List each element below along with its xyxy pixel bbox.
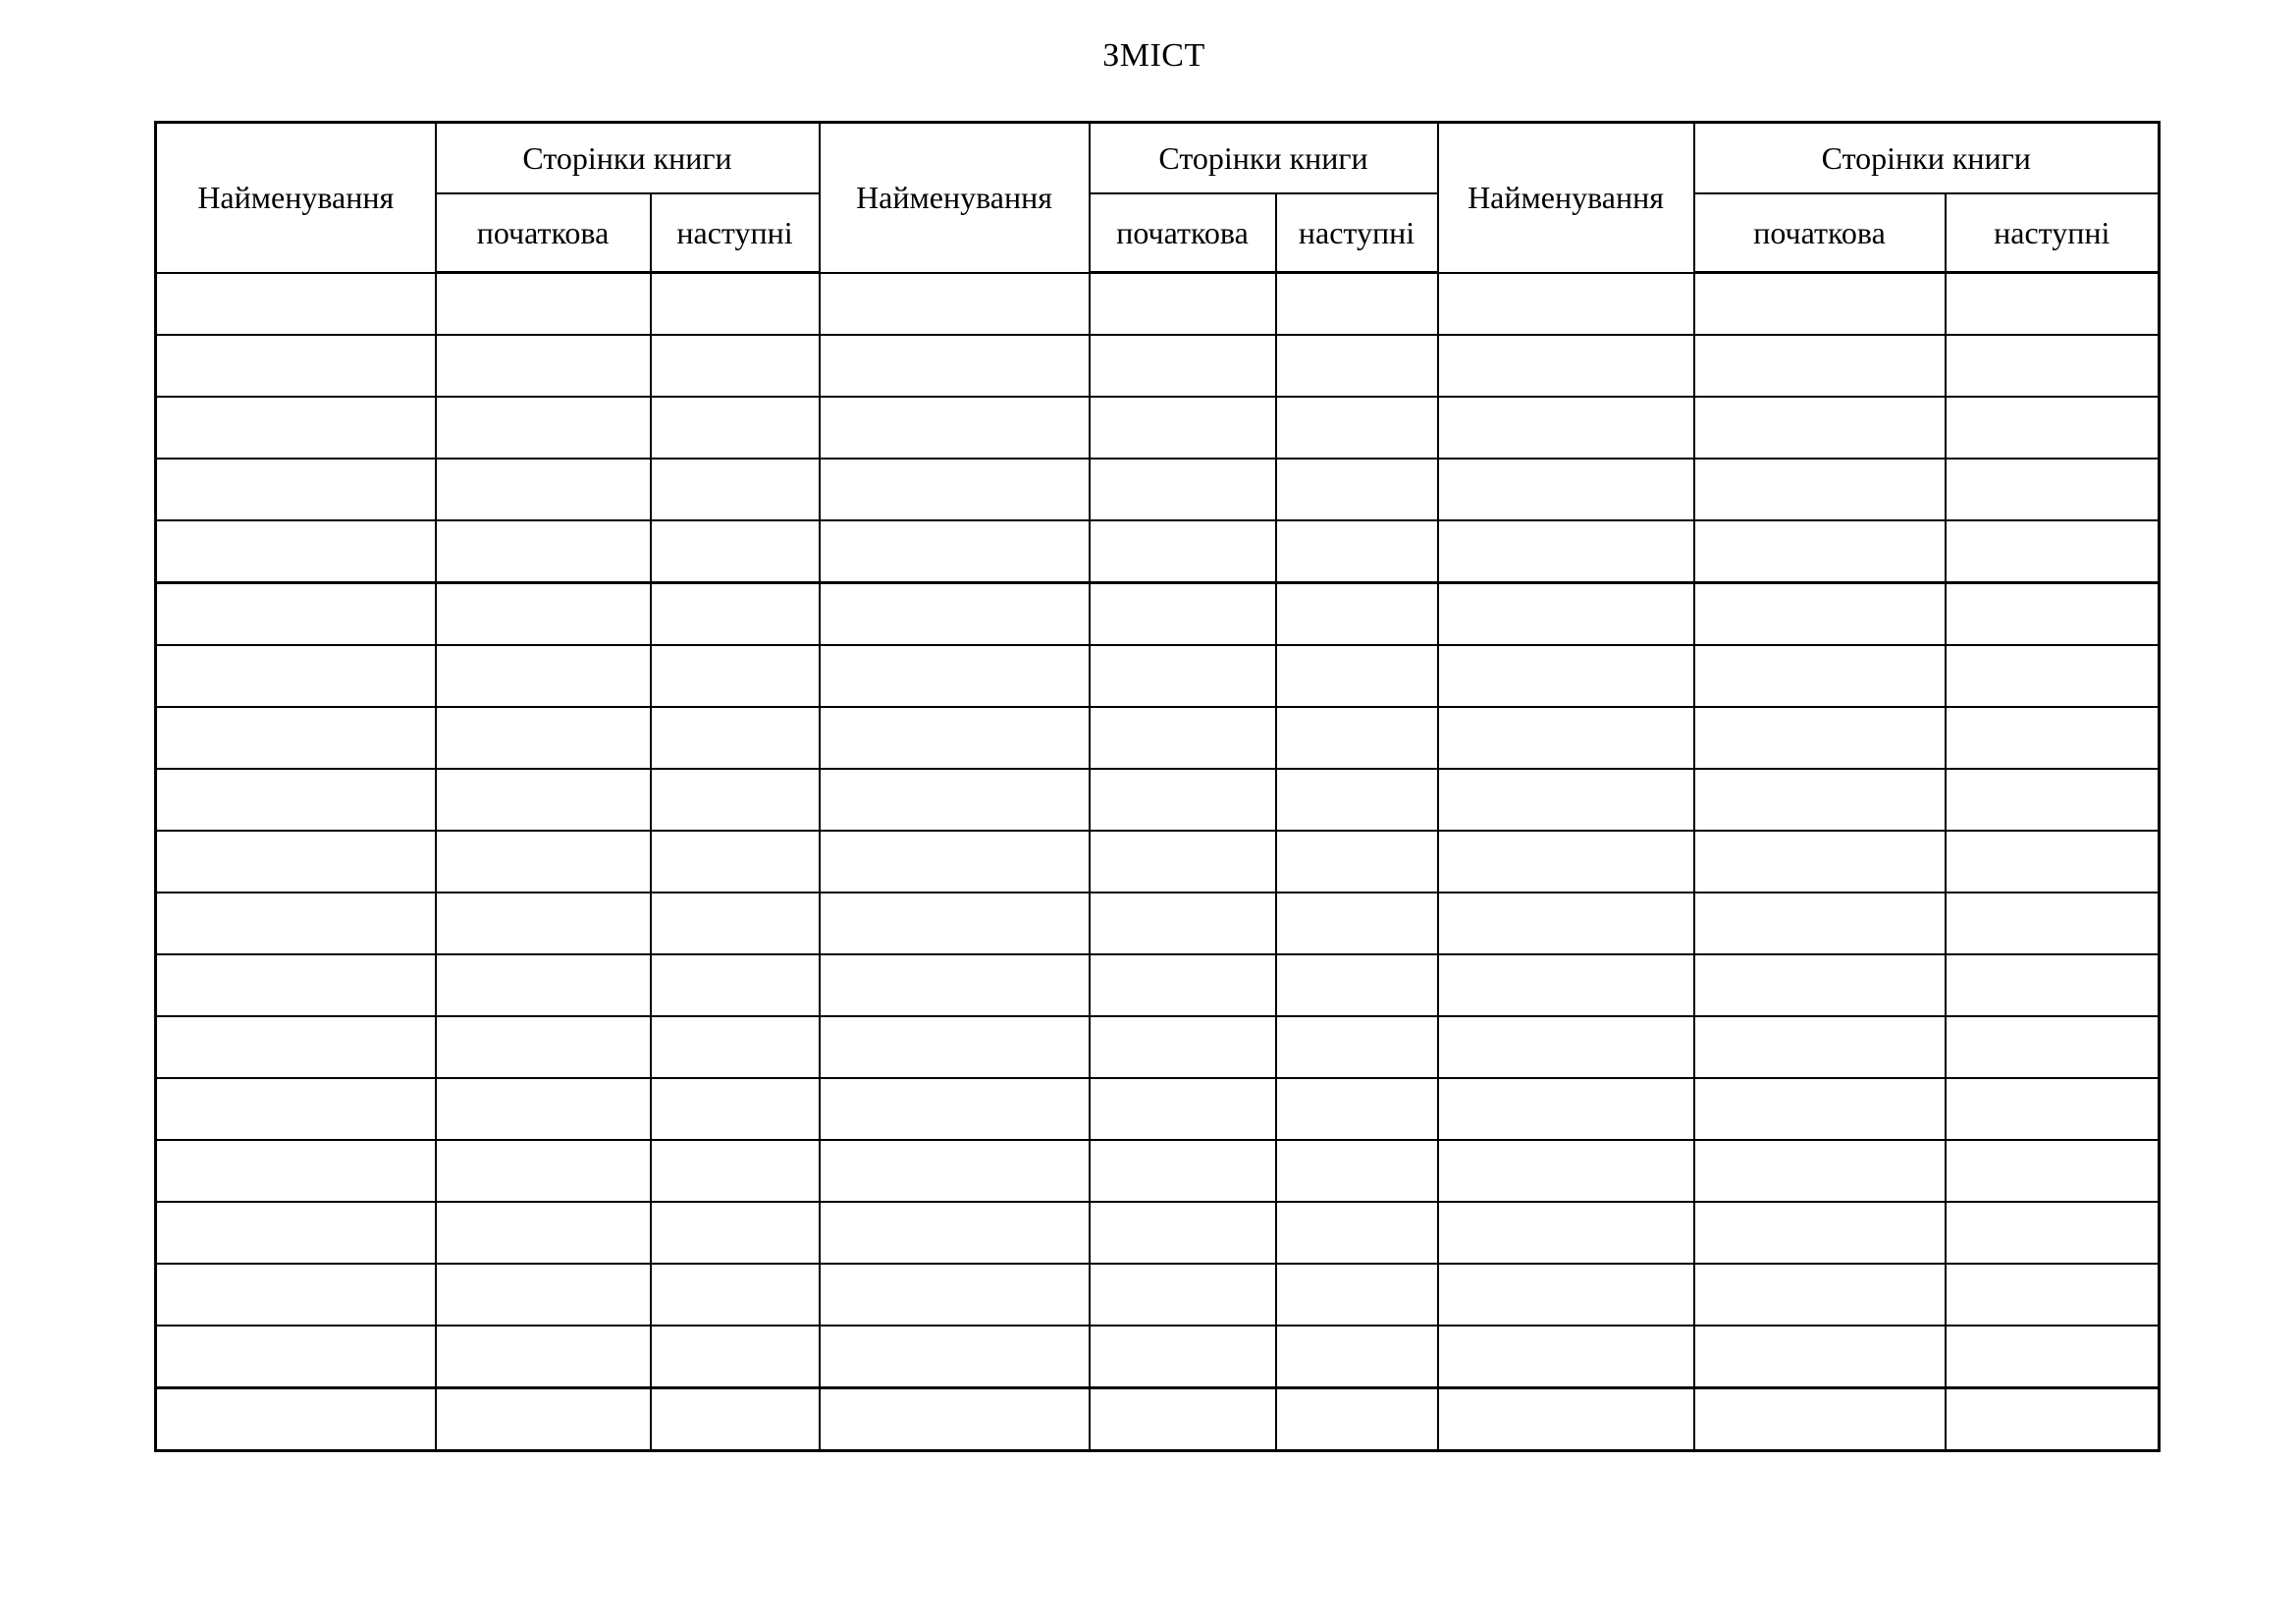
initial-page-cell-1[interactable]	[436, 1078, 651, 1140]
initial-page-header-1: початкова	[436, 193, 651, 273]
header-row-bottom	[156, 193, 2160, 273]
next-pages-cell-3[interactable]	[1946, 1264, 2160, 1326]
initial-page-cell-2[interactable]	[1090, 893, 1276, 954]
name-cell-3[interactable]	[1438, 1016, 1694, 1078]
name-cell-1[interactable]	[156, 831, 436, 893]
name-cell-1[interactable]	[156, 1016, 436, 1078]
next-pages-cell-1[interactable]	[651, 1078, 820, 1140]
name-cell-3[interactable]	[1438, 1326, 1694, 1388]
table-row	[156, 707, 2160, 769]
table-row	[156, 1016, 2160, 1078]
name-cell-3[interactable]	[1438, 893, 1694, 954]
next-pages-cell-1[interactable]	[651, 1264, 820, 1326]
name-cell-2[interactable]	[820, 954, 1090, 1016]
initial-page-cell-2[interactable]	[1090, 954, 1276, 1016]
initial-page-header-2: початкова	[1090, 193, 1276, 273]
next-pages-cell-3[interactable]	[1946, 954, 2160, 1016]
page-title: ЗМІСТ	[1102, 37, 1205, 74]
name-cell-1[interactable]	[156, 707, 436, 769]
name-cell-2[interactable]	[820, 335, 1090, 397]
name-cell-1[interactable]	[156, 273, 436, 336]
name-cell-1[interactable]	[156, 1264, 436, 1326]
initial-page-cell-1[interactable]	[436, 893, 651, 954]
initial-page-cell-3[interactable]	[1694, 645, 1946, 707]
next-pages-cell-2[interactable]	[1276, 769, 1438, 831]
next-pages-cell-2[interactable]	[1276, 273, 1438, 336]
pages-header-3: Сторінки книги	[1694, 123, 2160, 194]
next-pages-cell-1[interactable]	[651, 335, 820, 397]
initial-page-cell-3[interactable]	[1694, 1140, 1946, 1202]
table-row	[156, 583, 2160, 646]
table-row	[156, 335, 2160, 397]
next-pages-cell-1[interactable]	[651, 273, 820, 336]
name-cell-2[interactable]	[820, 893, 1090, 954]
initial-page-cell-2[interactable]	[1090, 1140, 1276, 1202]
name-cell-3[interactable]	[1438, 459, 1694, 520]
next-pages-cell-2[interactable]	[1276, 1202, 1438, 1264]
next-pages-cell-2[interactable]	[1276, 1078, 1438, 1140]
next-pages-cell-3[interactable]	[1946, 1202, 2160, 1264]
next-pages-cell-3[interactable]	[1946, 583, 2160, 646]
initial-page-cell-2[interactable]	[1090, 1078, 1276, 1140]
name-cell-1[interactable]	[156, 1202, 436, 1264]
name-cell-2[interactable]	[820, 583, 1090, 646]
next-pages-cell-2[interactable]	[1276, 954, 1438, 1016]
initial-page-cell-2[interactable]	[1090, 1016, 1276, 1078]
name-cell-2[interactable]	[820, 273, 1090, 336]
table-row	[156, 459, 2160, 520]
initial-page-cell-1[interactable]	[436, 335, 651, 397]
table-row	[156, 397, 2160, 459]
next-pages-cell-1[interactable]	[651, 645, 820, 707]
table-row	[156, 893, 2160, 954]
table-row	[156, 1264, 2160, 1326]
name-cell-1[interactable]	[156, 459, 436, 520]
initial-page-cell-3[interactable]	[1694, 335, 1946, 397]
next-pages-cell-1[interactable]	[651, 583, 820, 646]
next-pages-cell-3[interactable]	[1946, 397, 2160, 459]
name-header-3: Найменування	[1438, 123, 1694, 273]
initial-page-cell-3[interactable]	[1694, 273, 1946, 336]
next-pages-cell-2[interactable]	[1276, 583, 1438, 646]
name-cell-2[interactable]	[820, 520, 1090, 583]
initial-page-cell-1[interactable]	[436, 1326, 651, 1388]
initial-page-cell-1[interactable]	[436, 645, 651, 707]
initial-page-cell-2[interactable]	[1090, 645, 1276, 707]
initial-page-cell-1[interactable]	[436, 1388, 651, 1451]
table-row	[156, 831, 2160, 893]
next-pages-cell-1[interactable]	[651, 954, 820, 1016]
table-body	[156, 273, 2160, 1451]
name-cell-2[interactable]	[820, 459, 1090, 520]
contents-table	[154, 121, 2161, 1452]
initial-page-cell-1[interactable]	[436, 397, 651, 459]
name-cell-2[interactable]	[820, 707, 1090, 769]
next-pages-cell-3[interactable]	[1946, 645, 2160, 707]
table-row	[156, 1326, 2160, 1388]
next-pages-cell-3[interactable]	[1946, 893, 2160, 954]
next-pages-cell-2[interactable]	[1276, 459, 1438, 520]
next-pages-header-3: наступні	[1946, 193, 2160, 273]
initial-page-cell-1[interactable]	[436, 1264, 651, 1326]
name-cell-2[interactable]	[820, 1202, 1090, 1264]
initial-page-cell-1[interactable]	[436, 707, 651, 769]
initial-page-cell-3[interactable]	[1694, 1264, 1946, 1326]
name-cell-2[interactable]	[820, 1078, 1090, 1140]
next-pages-cell-1[interactable]	[651, 831, 820, 893]
initial-page-cell-2[interactable]	[1090, 397, 1276, 459]
initial-page-cell-2[interactable]	[1090, 769, 1276, 831]
initial-page-cell-3[interactable]	[1694, 769, 1946, 831]
name-cell-1[interactable]	[156, 1078, 436, 1140]
next-pages-cell-3[interactable]	[1946, 707, 2160, 769]
name-cell-3[interactable]	[1438, 397, 1694, 459]
name-cell-3[interactable]	[1438, 273, 1694, 336]
name-cell-2[interactable]	[820, 397, 1090, 459]
next-pages-cell-2[interactable]	[1276, 1016, 1438, 1078]
next-pages-cell-1[interactable]	[651, 1140, 820, 1202]
table-row	[156, 520, 2160, 583]
name-cell-2[interactable]	[820, 1326, 1090, 1388]
initial-page-cell-2[interactable]	[1090, 1388, 1276, 1451]
table-row	[156, 954, 2160, 1016]
next-pages-cell-3[interactable]	[1946, 1326, 2160, 1388]
next-pages-cell-3[interactable]	[1946, 520, 2160, 583]
name-cell-1[interactable]	[156, 397, 436, 459]
initial-page-cell-2[interactable]	[1090, 707, 1276, 769]
next-pages-cell-3[interactable]	[1946, 1140, 2160, 1202]
table-row	[156, 273, 2160, 336]
table-row	[156, 1140, 2160, 1202]
name-header-1: Найменування	[156, 123, 436, 273]
name-cell-3[interactable]	[1438, 769, 1694, 831]
next-pages-cell-1[interactable]	[651, 459, 820, 520]
name-cell-1[interactable]	[156, 583, 436, 646]
name-cell-1[interactable]	[156, 335, 436, 397]
next-pages-cell-2[interactable]	[1276, 1140, 1438, 1202]
initial-page-cell-2[interactable]	[1090, 459, 1276, 520]
name-cell-3[interactable]	[1438, 1078, 1694, 1140]
initial-page-cell-3[interactable]	[1694, 583, 1946, 646]
name-cell-3[interactable]	[1438, 1140, 1694, 1202]
name-cell-3[interactable]	[1438, 954, 1694, 1016]
next-pages-cell-2[interactable]	[1276, 1326, 1438, 1388]
name-cell-1[interactable]	[156, 1326, 436, 1388]
name-cell-2[interactable]	[820, 645, 1090, 707]
name-cell-2[interactable]	[820, 831, 1090, 893]
pages-header-2: Сторінки книги	[1090, 123, 1438, 194]
initial-page-cell-3[interactable]	[1694, 1202, 1946, 1264]
initial-page-cell-1[interactable]	[436, 583, 651, 646]
initial-page-cell-3[interactable]	[1694, 397, 1946, 459]
next-pages-cell-1[interactable]	[651, 769, 820, 831]
name-cell-3[interactable]	[1438, 335, 1694, 397]
next-pages-cell-3[interactable]	[1946, 831, 2160, 893]
table-row	[156, 1202, 2160, 1264]
next-pages-cell-2[interactable]	[1276, 645, 1438, 707]
initial-page-cell-1[interactable]	[436, 520, 651, 583]
initial-page-cell-3[interactable]	[1694, 1016, 1946, 1078]
initial-page-cell-3[interactable]	[1694, 954, 1946, 1016]
next-pages-cell-1[interactable]	[651, 1202, 820, 1264]
name-cell-3[interactable]	[1438, 645, 1694, 707]
initial-page-cell-1[interactable]	[436, 1202, 651, 1264]
name-cell-1[interactable]	[156, 1140, 436, 1202]
name-cell-3[interactable]	[1438, 520, 1694, 583]
name-cell-2[interactable]	[820, 1388, 1090, 1451]
initial-page-cell-3[interactable]	[1694, 707, 1946, 769]
name-cell-2[interactable]	[820, 1140, 1090, 1202]
name-cell-3[interactable]	[1438, 831, 1694, 893]
name-cell-3[interactable]	[1438, 1388, 1694, 1451]
name-cell-1[interactable]	[156, 893, 436, 954]
next-pages-cell-3[interactable]	[1946, 769, 2160, 831]
initial-page-cell-3[interactable]	[1694, 1326, 1946, 1388]
initial-page-cell-1[interactable]	[436, 273, 651, 336]
initial-page-cell-3[interactable]	[1694, 1388, 1946, 1451]
name-cell-2[interactable]	[820, 769, 1090, 831]
name-cell-1[interactable]	[156, 769, 436, 831]
next-pages-cell-2[interactable]	[1276, 707, 1438, 769]
initial-page-cell-3[interactable]	[1694, 1078, 1946, 1140]
next-pages-cell-1[interactable]	[651, 893, 820, 954]
next-pages-cell-2[interactable]	[1276, 893, 1438, 954]
name-cell-1[interactable]	[156, 520, 436, 583]
name-cell-3[interactable]	[1438, 1202, 1694, 1264]
initial-page-cell-3[interactable]	[1694, 831, 1946, 893]
next-pages-cell-3[interactable]	[1946, 1078, 2160, 1140]
next-pages-cell-1[interactable]	[651, 1016, 820, 1078]
next-pages-cell-1[interactable]	[651, 520, 820, 583]
initial-page-cell-1[interactable]	[436, 459, 651, 520]
next-pages-cell-2[interactable]	[1276, 397, 1438, 459]
initial-page-cell-3[interactable]	[1694, 520, 1946, 583]
next-pages-cell-3[interactable]	[1946, 273, 2160, 336]
initial-page-cell-2[interactable]	[1090, 831, 1276, 893]
next-pages-cell-3[interactable]	[1946, 459, 2160, 520]
initial-page-cell-2[interactable]	[1090, 583, 1276, 646]
initial-page-cell-2[interactable]	[1090, 1326, 1276, 1388]
initial-page-cell-1[interactable]	[436, 954, 651, 1016]
table-row	[156, 769, 2160, 831]
next-pages-cell-1[interactable]	[651, 1326, 820, 1388]
table-row	[156, 1078, 2160, 1140]
name-cell-3[interactable]	[1438, 707, 1694, 769]
next-pages-cell-2[interactable]	[1276, 520, 1438, 583]
name-cell-2[interactable]	[820, 1016, 1090, 1078]
name-cell-3[interactable]	[1438, 583, 1694, 646]
name-cell-1[interactable]	[156, 645, 436, 707]
next-pages-cell-1[interactable]	[651, 397, 820, 459]
next-pages-cell-3[interactable]	[1946, 335, 2160, 397]
name-cell-1[interactable]	[156, 1388, 436, 1451]
next-pages-cell-2[interactable]	[1276, 1388, 1438, 1451]
header-row-top	[156, 123, 2160, 194]
pages-header-1: Сторінки книги	[436, 123, 820, 194]
name-cell-3[interactable]	[1438, 1264, 1694, 1326]
table-row	[156, 645, 2160, 707]
next-pages-cell-1[interactable]	[651, 707, 820, 769]
next-pages-cell-3[interactable]	[1946, 1388, 2160, 1451]
initial-page-cell-1[interactable]	[436, 769, 651, 831]
initial-page-cell-2[interactable]	[1090, 1202, 1276, 1264]
next-pages-header-1: наступні	[651, 193, 820, 273]
initial-page-cell-3[interactable]	[1694, 893, 1946, 954]
initial-page-cell-1[interactable]	[436, 1140, 651, 1202]
next-pages-cell-2[interactable]	[1276, 1264, 1438, 1326]
initial-page-cell-2[interactable]	[1090, 273, 1276, 336]
table-row	[156, 1388, 2160, 1451]
initial-page-cell-3[interactable]	[1694, 459, 1946, 520]
initial-page-cell-1[interactable]	[436, 1016, 651, 1078]
initial-page-cell-1[interactable]	[436, 831, 651, 893]
next-pages-cell-3[interactable]	[1946, 1016, 2160, 1078]
next-pages-cell-1[interactable]	[651, 1388, 820, 1451]
name-cell-2[interactable]	[820, 1264, 1090, 1326]
initial-page-cell-2[interactable]	[1090, 1264, 1276, 1326]
initial-page-cell-2[interactable]	[1090, 335, 1276, 397]
next-pages-cell-2[interactable]	[1276, 831, 1438, 893]
next-pages-header-2: наступні	[1276, 193, 1438, 273]
initial-page-cell-2[interactable]	[1090, 520, 1276, 583]
name-cell-1[interactable]	[156, 954, 436, 1016]
initial-page-header-3: початкова	[1694, 193, 1946, 273]
name-header-2: Найменування	[820, 123, 1090, 273]
next-pages-cell-2[interactable]	[1276, 335, 1438, 397]
